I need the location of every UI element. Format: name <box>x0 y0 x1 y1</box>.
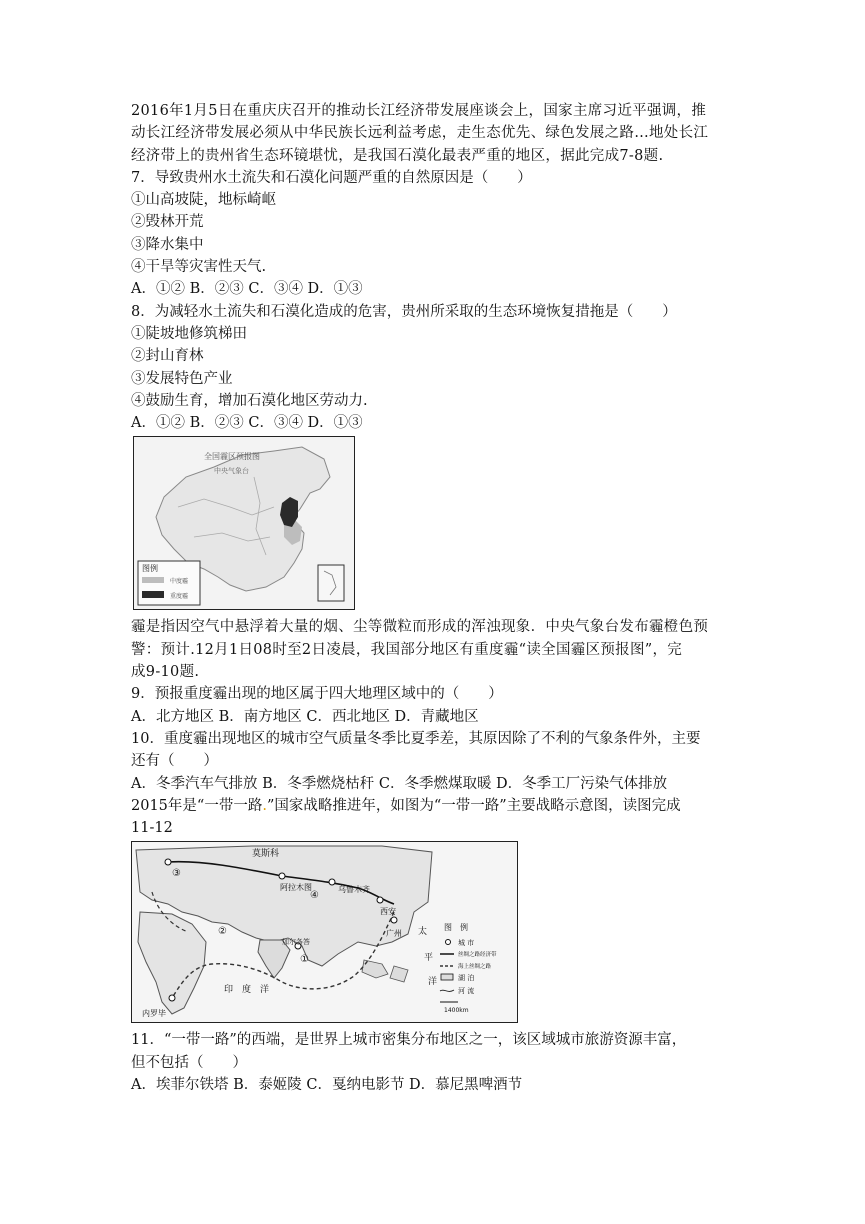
south-china-sea-inset <box>318 565 344 601</box>
question-item: ②毁林开荒 <box>131 214 204 231</box>
question-stem: 但不包括（ ） <box>131 1054 247 1071</box>
svg-text:内罗毕: 内罗毕 <box>142 1009 166 1019</box>
belt-and-road-map <box>131 841 518 1023</box>
svg-text:平: 平 <box>424 953 434 964</box>
intro-paragraph-9-10 <box>131 616 736 683</box>
question-11 <box>131 1029 736 1096</box>
svg-text:丝绸之路经济带: 丝绸之路经济带 <box>458 952 497 959</box>
svg-text:加尔各答: 加尔各答 <box>282 938 310 947</box>
intro-paragraph-11-12 <box>131 795 736 840</box>
intro-line: 2015年是“一带一路.”国家战略推进年，如图为“一带一路”主要战略示意图，读图完成 <box>131 797 681 814</box>
svg-text:洋: 洋 <box>428 977 438 988</box>
question-8 <box>131 301 736 435</box>
svg-text:图 例: 图 例 <box>444 923 468 933</box>
svg-text:图例: 图例 <box>142 564 158 574</box>
question-options: A．①② B．②③ C．③④ D．①③ <box>131 415 363 432</box>
question-9 <box>131 683 736 728</box>
question-10 <box>131 728 736 795</box>
svg-text:海上丝绸之路: 海上丝绸之路 <box>458 964 492 971</box>
intro-paragraph-7-8 <box>131 100 736 167</box>
question-stem: 11．“一带一路”的西端，是世界上城市密集分布地区之一，该区域城市旅游资源丰富， <box>131 1032 687 1049</box>
question-stem: 8．为减轻水土流失和石漠化造成的危害，贵州所采取的生态环境恢复措拖是（ ） <box>131 303 677 320</box>
svg-text:④: ④ <box>310 890 319 902</box>
intro-line: 动长江经济带发展必须从中华民族长远利益考虑，走生态优先、绿色发展之路…地处长江 <box>131 125 709 142</box>
question-item: ③降水集中 <box>131 236 204 253</box>
intro-line: 11-12 <box>131 820 173 837</box>
svg-text:河 流: 河 流 <box>458 987 475 996</box>
map-title: 全国霾区预报图 <box>204 452 260 462</box>
document-page <box>131 100 736 1096</box>
question-options: A．埃菲尔铁塔 B．泰姬陵 C．戛纳电影节 D．慕尼黑啤酒节 <box>131 1077 523 1094</box>
svg-text:1400km: 1400km <box>444 1007 469 1015</box>
belt-road-svg <box>132 842 517 1022</box>
question-stem: 10．重度霾出现地区的城市空气质量冬季比夏季差，其原因除了不利的气象条件外，主要 <box>131 730 701 747</box>
question-item: ④鼓励生育，增加石漠化地区劳动力. <box>131 392 368 409</box>
question-item: ①陡坡地修筑梯田 <box>131 325 247 342</box>
haze-map-svg <box>134 437 354 609</box>
svg-text:莫斯科: 莫斯科 <box>252 849 280 860</box>
question-7 <box>131 167 736 301</box>
svg-text:湖 泊: 湖 泊 <box>458 974 475 983</box>
svg-text:重度霾: 重度霾 <box>170 593 189 601</box>
question-options: A．①② B．②③ C．③④ D．①③ <box>131 281 363 298</box>
svg-text:乌鲁木齐: 乌鲁木齐 <box>338 885 370 895</box>
svg-text:太: 太 <box>418 927 428 938</box>
question-stem: 7．导致贵州水土流失和石漠化问题严重的自然原因是（ ） <box>131 169 532 186</box>
svg-text:城 市: 城 市 <box>458 939 475 948</box>
question-item: ③发展特色产业 <box>131 370 233 387</box>
svg-text:①: ① <box>300 954 309 966</box>
question-stem: 还有（ ） <box>131 753 218 770</box>
question-item: ②封山育林 <box>131 348 204 365</box>
question-item: ④干旱等灾害性天气. <box>131 259 267 276</box>
question-stem: 9．预报重度霾出现的地区属于四大地理区域中的（ ） <box>131 686 503 703</box>
stray-dot: . <box>262 797 267 814</box>
intro-line: 经济带上的贵州省生态环镜堪忧，是我国石漠化最表严重的地区，据此完成7-8题. <box>131 147 664 164</box>
intro-line: 警：预计.12月1日08时至2日凌晨，我国部分地区有重度霾“读全国霾区预报图”，完 <box>131 641 683 658</box>
svg-text:广州: 广州 <box>386 929 402 939</box>
intro-line: 霾是指因空气中悬浮着大量的烟、尘等微粒而形成的浑浊现象．中央气象台发布霾橙色预 <box>131 619 709 636</box>
svg-text:印 度 洋: 印 度 洋 <box>224 985 270 996</box>
intro-line: 成9-10题. <box>131 664 200 681</box>
haze-forecast-map <box>133 436 355 610</box>
svg-text:阿拉木图: 阿拉木图 <box>280 883 312 893</box>
svg-text:③: ③ <box>172 868 181 880</box>
question-options: A．北方地区 B．南方地区 C．西北地区 D．青藏地区 <box>131 708 479 725</box>
question-options: A．冬季汽车气排放 B．冬季燃烧枯秆 C．冬季燃煤取暖 D．冬季工厂污染气体排放 <box>131 775 668 792</box>
svg-text:②: ② <box>218 926 227 938</box>
question-item: ①山高坡陡，地标崎岖 <box>131 192 276 209</box>
map-subtitle: 中央气象台 <box>214 467 249 476</box>
intro-line: 2016年1月5日在重庆庆召开的推动长江经济带发展座谈会上，国家主席习近平强调，推 <box>131 103 707 119</box>
svg-text:西安: 西安 <box>380 907 396 917</box>
svg-text:中度霾: 中度霾 <box>170 578 189 586</box>
